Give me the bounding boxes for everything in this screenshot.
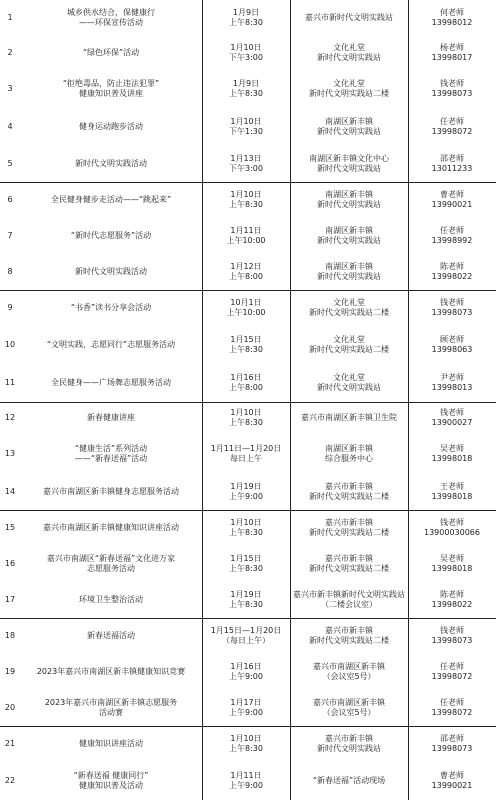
- activity-time: 1月15日 上午8:30: [229, 335, 263, 354]
- row-number: 22: [4, 776, 16, 785]
- contact-person: 任老师 13998072: [431, 662, 473, 681]
- table-row: [0, 218, 496, 254]
- contact-person: 曹老师 13990021: [431, 190, 473, 209]
- table-row: [0, 182, 496, 218]
- activity-location: 嘉兴市新丰镇 新时代文明实践站二楼: [309, 626, 389, 645]
- activity-location: 文化礼堂 新时代文明实践站二楼: [309, 79, 389, 98]
- activity-location: 南湖区新丰镇文化中心 新时代文明实践站: [309, 154, 389, 173]
- table-row: [0, 654, 496, 690]
- table-row: [0, 762, 496, 800]
- activity-location: 南湖区新丰镇 新时代文明实践站: [317, 262, 381, 281]
- contact-person: 钱老师 13998073: [431, 626, 473, 645]
- table-row: [0, 474, 496, 510]
- row-number: 15: [4, 523, 16, 532]
- contact-person: 陈老师 13998022: [431, 262, 473, 281]
- table-row: [0, 510, 496, 546]
- activity-location: 南湖区新丰镇 新时代文明实践站: [317, 117, 381, 136]
- table-row: [0, 364, 496, 402]
- contact-person: 吴老师 13998018: [431, 444, 473, 463]
- activity-name: “书香”读书分享会活动: [70, 303, 152, 312]
- activity-time: 1月10日 下午3:00: [229, 43, 263, 62]
- activity-time: 1月10日 上午8:30: [229, 190, 263, 209]
- contact-person: 钱老师 13900030066: [424, 518, 480, 537]
- activity-time: 1月12日 上午8:00: [229, 262, 263, 281]
- contact-person: 杨老师 13998017: [431, 43, 473, 62]
- table-row: [0, 690, 496, 726]
- contact-person: 钱老师 13900027: [431, 408, 473, 427]
- activity-time: 1月19日 上午9:00: [229, 482, 263, 501]
- activity-name: 新春送福活动: [87, 631, 135, 640]
- activity-time: 1月10日 上午8:30: [229, 408, 263, 427]
- activity-time: 1月11日 上午10:00: [226, 226, 266, 245]
- table-row: [0, 618, 496, 654]
- activity-location: 嘉兴市南湖区新丰镇 （会议室5号）: [313, 662, 385, 681]
- table-row: [0, 108, 496, 146]
- activity-location: 嘉兴市新丰镇 新时代文明实践站二楼: [309, 554, 389, 573]
- contact-person: 任老师 13998992: [431, 226, 473, 245]
- activity-location: 嘉兴市新丰镇 新时代文明实践站: [317, 734, 381, 753]
- activity-time: 1月9日 上午8:30: [229, 8, 263, 27]
- activity-location: 嘉兴市南湖区新丰镇卫生院: [301, 413, 397, 422]
- table-row: [0, 726, 496, 762]
- activity-name: “文明实践，志愿同行”志愿服务活动: [46, 340, 176, 349]
- group-divider: [0, 290, 496, 291]
- group-divider: [0, 402, 496, 403]
- activity-time: 1月11日 上午9:00: [229, 771, 263, 790]
- row-number: 9: [7, 303, 13, 312]
- row-number: 5: [7, 159, 13, 168]
- activity-time: 1月10日 下午1:30: [229, 117, 263, 136]
- activity-location: 嘉兴市新时代文明实践站: [305, 13, 393, 22]
- activity-name: “健康生活”系列活动 ——“新春送福”活动: [74, 444, 148, 463]
- activity-name: 2023年嘉兴市南湖区新丰镇志愿服务 活动赛: [44, 698, 178, 717]
- row-number: 19: [4, 667, 16, 676]
- activity-name: 全民健身——广场舞志愿服务活动: [51, 378, 171, 387]
- activity-name: 城乡供水结合，保健康行 ——环保宣传活动: [67, 8, 155, 27]
- contact-person: 邵老师 13011233: [431, 154, 473, 173]
- activity-location: 嘉兴市新丰镇新时代文明实践站 （二楼会议室）: [293, 590, 405, 609]
- activity-time: 1月16日 上午8:00: [229, 373, 263, 392]
- contact-person: 任老师 13998072: [431, 117, 473, 136]
- activity-name: 环境卫生整治活动: [79, 595, 143, 604]
- activity-name: “绿色环保”活动: [82, 48, 140, 57]
- activity-location: 嘉兴市新丰镇 新时代文明实践站二楼: [309, 482, 389, 501]
- activity-time: 1月19日 上午8:30: [229, 590, 263, 609]
- activity-location: 南湖区新丰镇 新时代文明实践站: [317, 190, 381, 209]
- activity-name: 2023年嘉兴市南湖区新丰镇健康知识竞赛: [36, 667, 186, 676]
- row-number: 12: [4, 413, 16, 422]
- row-number: 17: [4, 595, 16, 604]
- activity-location: 文化礼堂 新时代文明实践站: [317, 373, 381, 392]
- activity-name: 嘉兴市南湖区“新春送福”文化进万家 志愿服务活动: [46, 554, 176, 573]
- table-row: [0, 326, 496, 364]
- contact-person: 何老师 13998012: [431, 8, 473, 27]
- activity-name: 嘉兴市南湖区新丰镇健身志愿服务活动: [43, 487, 179, 496]
- activity-time: 10月1日 上午10:00: [226, 298, 266, 317]
- activity-time: 1月16日 上午9:00: [229, 662, 263, 681]
- row-number: 10: [4, 340, 16, 349]
- activity-time: 1月15日—1月20日 （每日上午）: [210, 626, 282, 645]
- activity-name: 新时代文明实践活动: [75, 159, 147, 168]
- row-number: 6: [7, 195, 13, 204]
- activity-time: 1月9日 上午8:30: [229, 79, 263, 98]
- group-divider: [0, 182, 496, 183]
- group-divider: [0, 618, 496, 619]
- row-number: 18: [4, 631, 16, 640]
- contact-person: 顾老师 13998063: [431, 335, 473, 354]
- activity-time: 1月10日 上午8:30: [229, 518, 263, 537]
- activity-location: 文化礼堂 新时代文明实践站二楼: [309, 335, 389, 354]
- contact-person: 王老师 13998018: [431, 482, 473, 501]
- activity-name: “拒绝毒品，防止违法犯罪” 健康知识普及讲座: [62, 79, 160, 98]
- table-row: [0, 290, 496, 326]
- column-divider: [290, 0, 291, 800]
- row-number: 13: [4, 449, 16, 458]
- activity-name: 健身运动跑步活动: [79, 122, 143, 131]
- table-row: [0, 582, 496, 618]
- contact-person: 钱老师 13998073: [431, 79, 473, 98]
- activity-location: 嘉兴市南湖区新丰镇 （会议室5号）: [313, 698, 385, 717]
- activity-location: 文化礼堂 新时代文明实践站二楼: [309, 298, 389, 317]
- activity-location: 南湖区新丰镇 新时代文明实践站: [317, 226, 381, 245]
- activity-name: 嘉兴市南湖区新丰镇健康知识讲座活动: [43, 523, 179, 532]
- contact-person: 吴老师 13998018: [431, 554, 473, 573]
- group-divider: [0, 726, 496, 727]
- row-number: 8: [7, 267, 13, 276]
- contact-person: 陈老师 13998022: [431, 590, 473, 609]
- row-number: 2: [7, 48, 13, 57]
- row-number: 3: [7, 84, 13, 93]
- activity-time: 1月13日 下午3:00: [229, 154, 263, 173]
- table-row: [0, 546, 496, 582]
- activity-time: 1月17日 上午9:00: [229, 698, 263, 717]
- activity-time: 1月10日 上午8:30: [229, 734, 263, 753]
- contact-person: 曹老师 13990021: [431, 771, 473, 790]
- table-row: [0, 254, 496, 290]
- activity-name: “新春送福 健康同行” 健康知识普及活动: [73, 771, 149, 790]
- column-divider: [202, 0, 203, 800]
- activity-location: 嘉兴市新丰镇 新时代文明实践站二楼: [309, 518, 389, 537]
- activity-location: 文化礼堂 新时代文明实践站: [317, 43, 381, 62]
- group-divider: [0, 510, 496, 511]
- row-number: 11: [4, 378, 16, 387]
- activity-name: 新时代文明实践活动: [75, 267, 147, 276]
- column-divider: [408, 0, 409, 800]
- row-number: 16: [4, 559, 16, 568]
- row-number: 1: [7, 13, 13, 22]
- contact-person: 钱老师 13998073: [431, 298, 473, 317]
- table-row: [0, 70, 496, 108]
- row-number: 4: [7, 122, 13, 131]
- activity-name: 健康知识讲座活动: [79, 739, 143, 748]
- contact-person: 任老师 13998072: [431, 698, 473, 717]
- activity-name: 新春健康讲座: [87, 413, 135, 422]
- table-row: [0, 36, 496, 70]
- contact-person: 邵老师 13998073: [431, 734, 473, 753]
- table-row: [0, 434, 496, 474]
- row-number: 14: [4, 487, 16, 496]
- activity-location: 南湖区新丰镇 综合服务中心: [325, 444, 373, 463]
- row-number: 7: [7, 231, 13, 240]
- table-row: [0, 146, 496, 182]
- table-row: [0, 402, 496, 434]
- row-number: 20: [4, 703, 16, 712]
- activity-name: “新时代志愿服务”活动: [70, 231, 152, 240]
- activity-name: 全民健身健步走活动——“跳起来”: [50, 195, 172, 204]
- contact-person: 尹老师 13998013: [431, 373, 473, 392]
- activity-time: 1月11日—1月20日 每日上午: [210, 444, 282, 463]
- row-number: 21: [4, 739, 16, 748]
- activity-time: 1月15日 上午8:30: [229, 554, 263, 573]
- table-row: [0, 0, 496, 36]
- activity-location: “新春送福”活动现场: [312, 776, 386, 785]
